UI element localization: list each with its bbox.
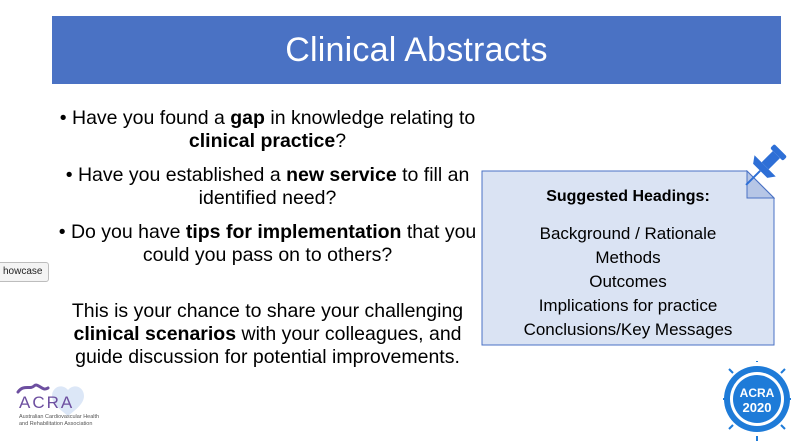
acra-logo-text: ACRA <box>19 393 75 412</box>
bullet-text: that you could you pass on to others? <box>142 221 477 266</box>
badge-line1: ACRA <box>739 386 775 400</box>
note-item-implications: Implications for practice <box>538 296 718 315</box>
bullet-bold-text: clinical practice <box>188 130 336 152</box>
acra-tagline <box>19 414 114 427</box>
note-items <box>481 222 775 342</box>
note-item-background: Background / Rationale <box>539 224 717 243</box>
bullet-text: Have you found a <box>71 107 231 129</box>
bullet-bold-text: gap <box>230 107 265 129</box>
bullet-text: Have you established a <box>77 164 287 186</box>
acra-tagline-line1: Australian Cardiovascular Health <box>19 414 100 420</box>
bullet-list <box>55 107 480 278</box>
slide-title: Clinical Abstracts <box>285 30 548 69</box>
note-item-conclusions: Conclusions/Key Messages <box>523 320 733 339</box>
bullet-text: ? <box>335 130 347 152</box>
bullet-text: to fill an identified need? <box>198 164 470 209</box>
bullet-bold-text: tips for implementation <box>185 221 402 243</box>
pushpin-icon <box>735 140 791 196</box>
note-item-methods: Methods <box>595 248 661 267</box>
bullet-bold-text: new service <box>286 164 397 186</box>
suggested-headings-note <box>481 170 775 346</box>
note-item-outcomes: Outcomes <box>589 272 667 291</box>
badge-line2: 2020 <box>742 400 772 415</box>
chance-paragraph <box>55 300 480 369</box>
acra-tagline-line2: and Rehabilitation Association <box>19 420 93 427</box>
bullet-marker: • <box>59 107 67 129</box>
note-heading: Suggested Headings: <box>546 188 710 205</box>
bullet-new-service <box>55 164 480 210</box>
chance-text: This is your chance to share your challenging <box>71 300 464 322</box>
bullet-gap <box>55 107 480 153</box>
bullet-text: Do you have <box>70 221 186 243</box>
acra-2020-badge-icon <box>723 361 791 441</box>
bullet-text: in knowledge relating to <box>264 107 476 129</box>
bullet-tips <box>55 221 480 267</box>
bullet-marker: • <box>65 164 73 186</box>
chance-text: with your colleagues, and guide discussion for potential improvements. <box>75 323 462 368</box>
showcase-button[interactable]: howcase <box>0 262 49 282</box>
acra-logo-icon <box>12 374 112 440</box>
chance-bold-text: clinical scenarios <box>73 323 237 345</box>
title-banner <box>52 16 781 84</box>
bullet-marker: • <box>58 221 66 243</box>
